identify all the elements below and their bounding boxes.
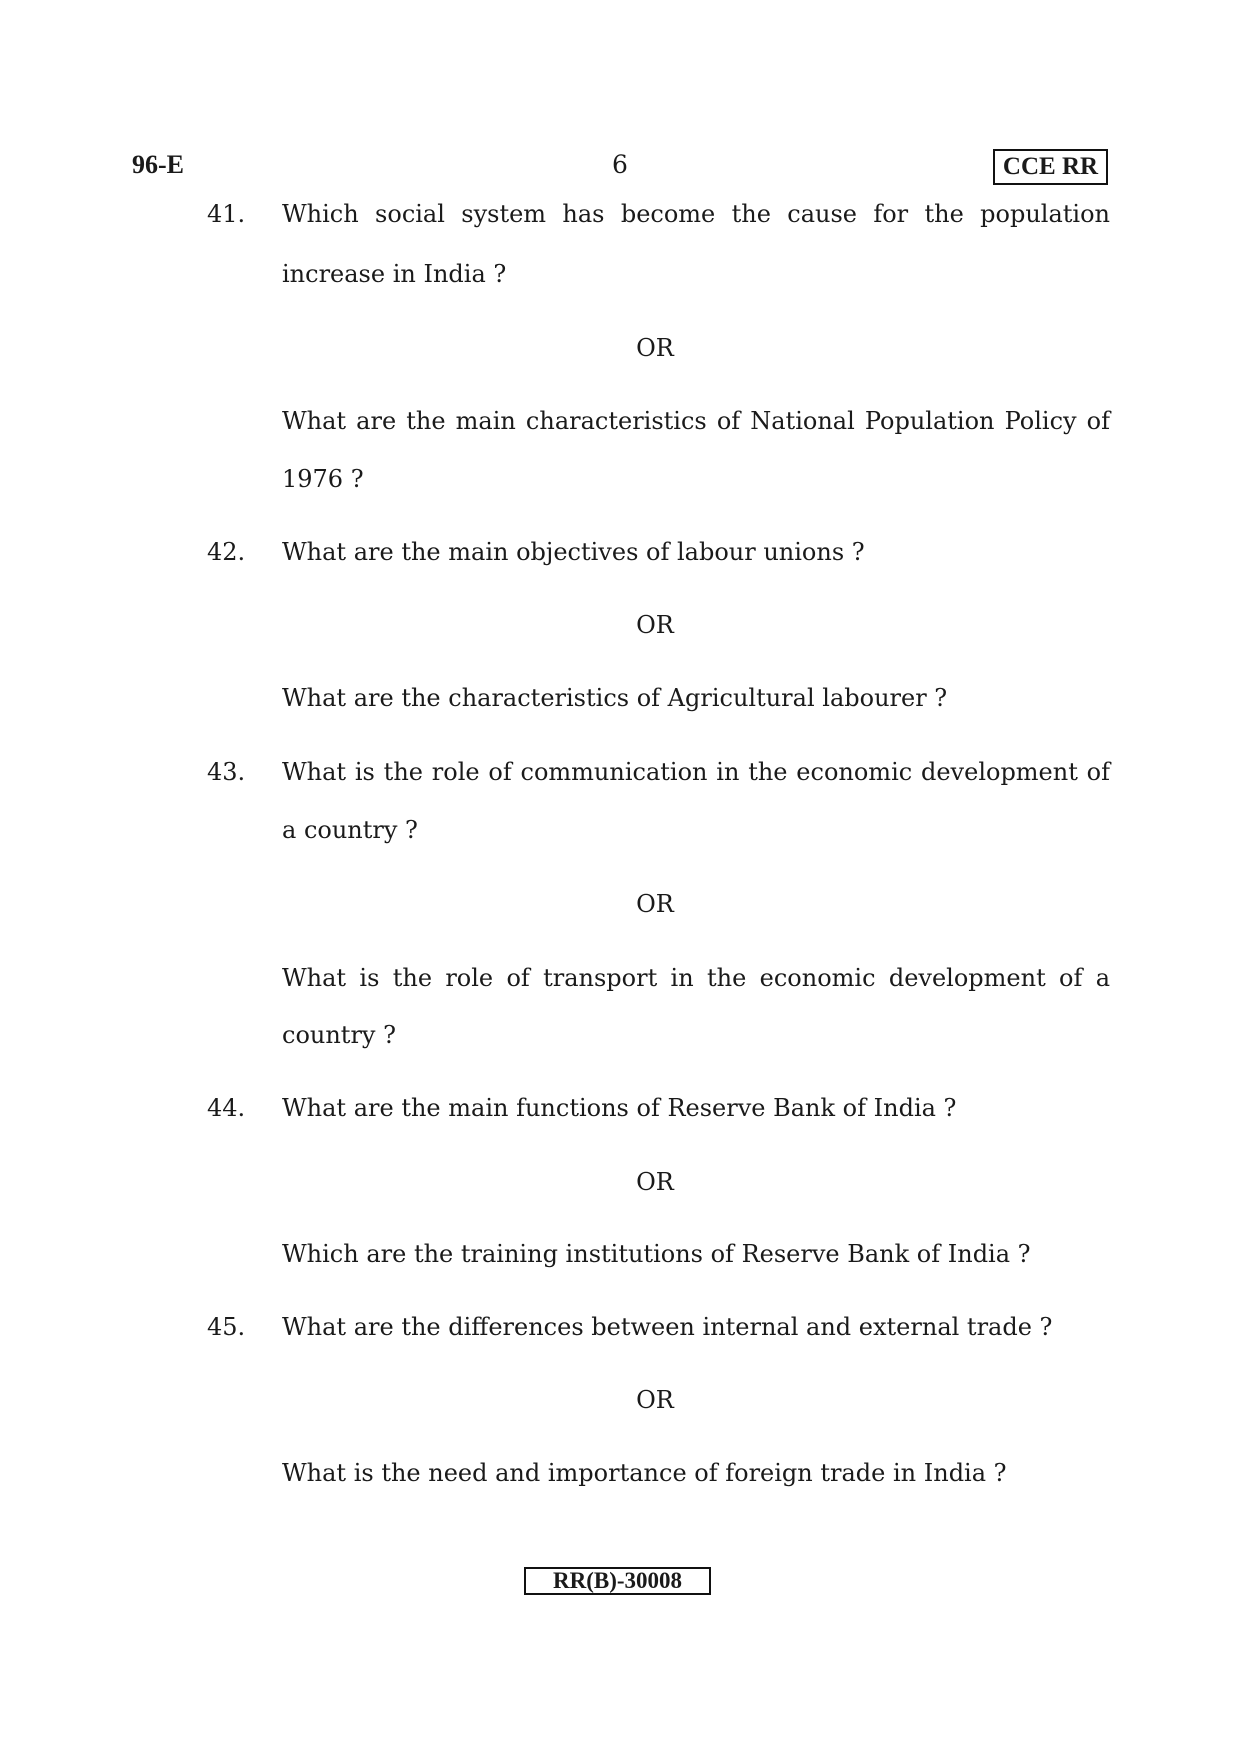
question-42-alt-line-1: What are the characteristics of Agricultural labourer ? [282,684,948,712]
question-43-alt-line-2: country ? [282,1021,396,1049]
footer-code-box: RR(B)-30008 [524,1567,711,1595]
question-43-line-2: a country ? [282,816,418,844]
question-41-number: 41. [207,200,246,228]
question-42-number: 42. [207,538,246,566]
question-42-or: OR [636,611,674,639]
question-42-line-1: What are the main objectives of labour unions ? [282,538,865,566]
question-41-line-1: Which social system has become the cause for the population [282,200,1110,228]
question-43-line-1: What is the role of communication in the economic development of [282,758,1110,786]
question-44-or: OR [636,1168,674,1196]
question-41-line-2: increase in India ? [282,260,507,288]
question-41-or: OR [636,334,674,362]
question-44-line-1: What are the main functions of Reserve Bank of India ? [282,1094,957,1122]
question-43-alt-line-1: What is the role of transport in the economic development of a [282,964,1110,992]
question-41-alt-line-1: What are the main characteristics of National Population Policy of [282,407,1110,435]
question-41-alt-line-2: 1976 ? [282,465,364,493]
question-45-alt-line-1: What is the need and importance of foreign trade in India ? [282,1459,1007,1487]
question-45-or: OR [636,1386,674,1414]
paper-code: 96-E [132,150,184,179]
series-box: CCE RR [993,149,1108,185]
page-number: 6 [612,150,628,179]
question-45-line-1: What are the differences between internal and external trade ? [282,1313,1053,1341]
question-43-or: OR [636,890,674,918]
question-43-number: 43. [207,758,246,786]
question-44-alt-line-1: Which are the training institutions of Reserve Bank of India ? [282,1240,1031,1268]
question-45-number: 45. [207,1313,246,1341]
question-44-number: 44. [207,1094,246,1122]
